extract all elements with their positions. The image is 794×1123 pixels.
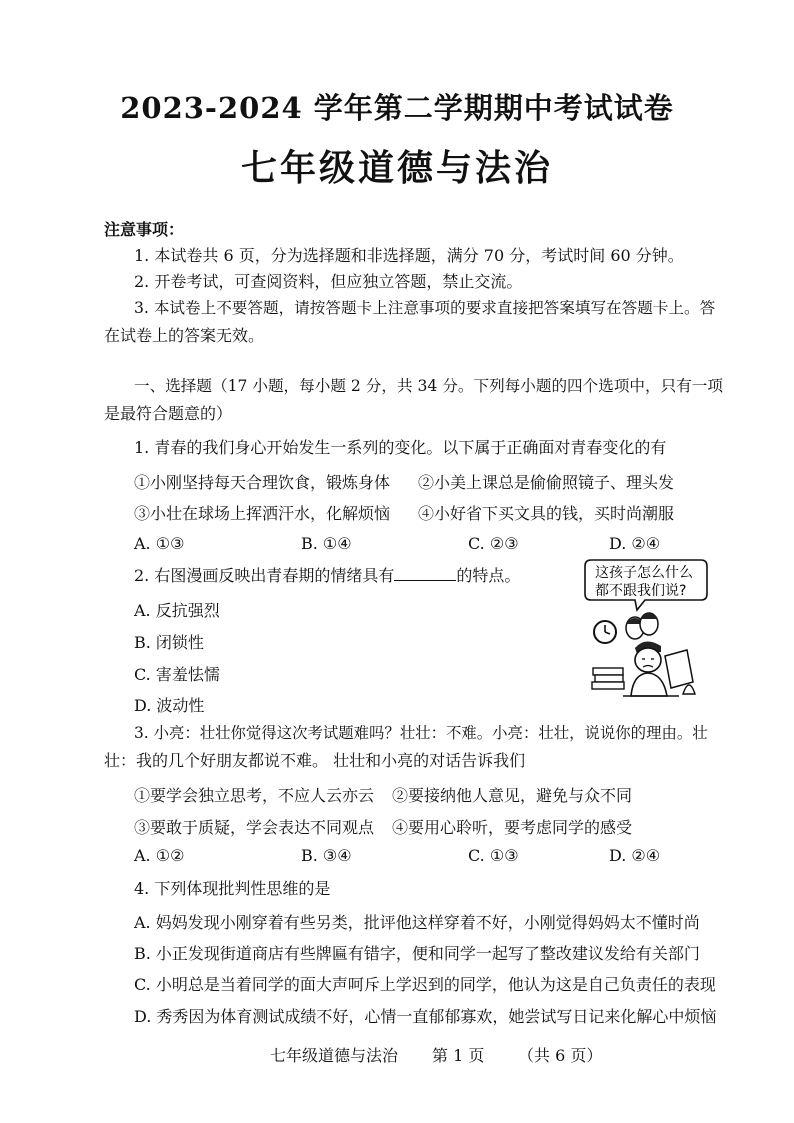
q2-stem-end: 的特点。 bbox=[456, 566, 521, 585]
footer-total: （共 6 页） bbox=[518, 1046, 603, 1065]
question-1-stem: 1. 青春的我们身心开始发生一系列的变化。以下属于正确面对青春变化的有 bbox=[134, 438, 667, 457]
footer-subject: 七年级道德与法治 bbox=[270, 1046, 399, 1065]
q4-option-a[interactable]: A. 妈妈发现小刚穿着有些另类，批评他这样穿着不好，小刚觉得妈妈太不懂时尚 bbox=[134, 913, 700, 932]
q4-option-d[interactable]: D. 秀秀因为体育测试成绩不好，心情一直郁郁寡欢，她尝试写日记来化解心中烦恼 bbox=[134, 1007, 717, 1026]
q4-option-c[interactable]: C. 小明总是当着同学的面大声呵斥上学迟到的同学，他认为这是自己负责任的表现 bbox=[134, 975, 716, 994]
q3-statement: ③要敢于质疑，学会表达不同观点 bbox=[134, 818, 375, 837]
q3-statement: ④要用心聆听，要考虑同学的感受 bbox=[392, 818, 633, 837]
q3-option-d[interactable]: D. ②④ bbox=[609, 846, 661, 865]
notice-item: 1. 本试卷共 6 页，分为选择题和非选择题，满分 70 分，考试时间 60 分钟。 bbox=[134, 246, 684, 265]
boy-figure bbox=[631, 641, 667, 696]
q3-option-a[interactable]: A. ①② bbox=[134, 846, 185, 865]
books-stack bbox=[592, 668, 624, 689]
bubble-text-1: 这孩子怎么什么 bbox=[595, 565, 693, 581]
question-3-line2: 壮：我的几个好朋友都说不难。 壮壮和小亮的对话告诉我们 bbox=[104, 751, 526, 770]
q2-option-c[interactable]: C. 害羞怯懦 bbox=[134, 665, 220, 684]
cartoon-drawing bbox=[583, 556, 713, 706]
q2-option-d[interactable]: D. 波动性 bbox=[134, 696, 205, 715]
section-heading: 一、选择题（17 小题，每小题 2 分，共 34 分。下列每小题的四个选项中，只有一项 bbox=[134, 377, 723, 395]
q2-stem-start: 2. 右图漫画反映出青春期的情绪具有 bbox=[134, 566, 395, 585]
open-book bbox=[665, 650, 693, 688]
question-3-line1: 3. 小亮：壮壮你觉得这次考试题难吗？壮壮：不难。小亮：壮壮，说说你的理由。壮 bbox=[134, 724, 708, 742]
q3-statement: ②要接纳他人意见，避免与众不同 bbox=[392, 786, 633, 805]
q3-option-c[interactable]: C. ①③ bbox=[468, 846, 519, 865]
q1-statement: ②小美上课总是偷偷照镜子、理头发 bbox=[418, 473, 675, 492]
cartoon-illustration bbox=[583, 556, 713, 706]
q1-option-d[interactable]: D. ②④ bbox=[609, 534, 661, 553]
section-heading-cont: 是最符合题意的） bbox=[104, 404, 233, 423]
q3-option-b[interactable]: B. ③④ bbox=[301, 846, 352, 865]
notice-item: 2. 开卷考试，可查阅资料，但应独立答题，禁止交流。 bbox=[134, 272, 523, 291]
q1-option-b[interactable]: B. ①④ bbox=[301, 534, 352, 553]
answer-blank bbox=[394, 566, 456, 581]
notice-item: 在试卷上的答案无效。 bbox=[104, 326, 265, 345]
question-4-stem: 4. 下列体现批判性思维的是 bbox=[134, 879, 331, 898]
q3-statement: ①要学会独立思考，不应人云亦云 bbox=[134, 786, 375, 805]
q2-option-a[interactable]: A. 反抗强烈 bbox=[134, 601, 220, 620]
question-2-stem bbox=[134, 566, 520, 586]
q1-statement: ④小好省下买文具的钱，买时尚潮服 bbox=[418, 504, 675, 523]
clock-icon bbox=[594, 621, 616, 643]
q1-statement: ①小刚坚持每天合理饮食，锻炼身体 bbox=[134, 473, 391, 492]
bubble-text-2: 都不跟我们说? bbox=[595, 583, 687, 599]
footer-page: 第 1 页 bbox=[432, 1046, 485, 1065]
subject-title: 七年级道德与法治 bbox=[240, 147, 553, 189]
q4-option-b[interactable]: B. 小正发现街道商店有些牌匾有错字，便和同学一起写了整改建议发给有关部门 bbox=[134, 944, 700, 963]
q1-statement: ③小壮在球场上挥洒汗水，化解烦恼 bbox=[134, 504, 391, 523]
q2-option-b[interactable]: B. 闭锁性 bbox=[134, 633, 204, 652]
exam-title: 2023-2024 学年第二学期期中考试试卷 bbox=[120, 91, 674, 125]
notice-heading: 注意事项： bbox=[104, 220, 185, 239]
q1-option-c[interactable]: C. ②③ bbox=[468, 534, 519, 553]
q1-option-a[interactable]: A. ①③ bbox=[134, 534, 185, 553]
notice-item: 3. 本试卷上不要答题，请按答题卡上注意事项的要求直接把答案填写在答题卡上。答 bbox=[134, 299, 716, 317]
parents-figure bbox=[626, 613, 658, 639]
